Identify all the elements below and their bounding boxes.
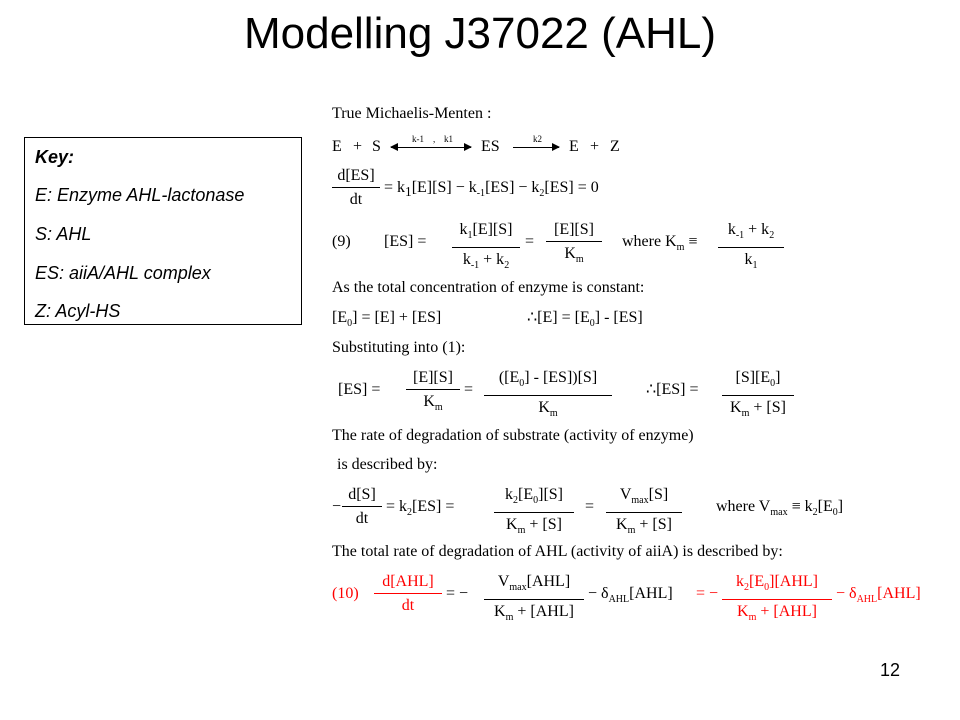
- eq10-decay-1: − $\delta_{AHL}[AHL]$: [588, 585, 673, 605]
- eq9-equals: =: [525, 233, 535, 250]
- eq9-fraction-1: [452, 220, 520, 276]
- eq-therefore-e: ∴[E] = $[E_0] - [ES]$: [527, 309, 643, 329]
- fraction-denominator: $K_m + [AHL]$: [494, 603, 574, 623]
- rate-fraction-ds-dt: [342, 485, 382, 529]
- eq10-label: (10): [332, 585, 359, 602]
- rate-fraction-2: [494, 485, 574, 541]
- rate-separator: ,: [433, 134, 436, 144]
- key-item-product: Z: Acyl-HS: [35, 301, 121, 321]
- rate-minus: −: [332, 498, 342, 515]
- es-fraction-3: [722, 368, 794, 424]
- es-fraction-1: [406, 368, 460, 418]
- eq10-decay-2: − $\delta_{AHL}[AHL]$: [836, 585, 921, 605]
- fraction-numerator: $k_2[E_0][S]$: [494, 485, 574, 513]
- es-therefore: ∴[ES] =: [646, 381, 699, 398]
- fraction-numerator: $V_{max}[S]$: [606, 485, 682, 513]
- eq10-fraction-vmax: [484, 572, 584, 628]
- rate-k1: k1: [444, 134, 453, 144]
- constant-text: As the total concentration of enzyme is constant:: [332, 279, 645, 296]
- eq10-equals-minus: = −: [446, 585, 469, 602]
- total-text: The total rate of degradation of AHL (activity of aiiA) is described by:: [332, 543, 783, 560]
- eq10-equals-2: = −: [696, 585, 719, 602]
- fraction-numerator: $([E_0] - [ES])[S]$: [484, 368, 612, 396]
- rate-text-1: The rate of degradation of substrate (activity of enzyme): [332, 427, 694, 444]
- fraction-denominator: $k_{-1} + k_2$: [462, 251, 510, 271]
- key-heading: Key:: [35, 147, 75, 167]
- es-lhs: [ES] =: [338, 381, 381, 398]
- eq10-fraction-k2: [722, 572, 832, 628]
- reaction-product: Z: [610, 138, 620, 155]
- fraction-denominator: $k_1$: [744, 251, 758, 271]
- fraction-numerator: $k_2[E_0][AHL]$: [722, 572, 832, 600]
- des-dt-fraction: [332, 166, 380, 210]
- es-equals: =: [464, 381, 474, 398]
- fraction-denominator: dt: [401, 597, 415, 614]
- mm-heading: True Michaelis-Menten :: [332, 105, 492, 122]
- key-box: [24, 137, 302, 325]
- fraction-denominator: dt: [355, 510, 369, 527]
- page-number: 12: [880, 660, 901, 680]
- fraction-denominator: $K_m$: [564, 245, 584, 265]
- eq9-lhs: [ES] =: [384, 233, 427, 250]
- fraction-denominator: dt: [349, 191, 363, 208]
- reversible-arrow: [391, 147, 471, 148]
- eq9-fraction-2: [546, 220, 602, 270]
- rate-text-2: is described by:: [337, 456, 438, 473]
- key-item-enzyme: E: Enzyme AHL-lactonase: [35, 185, 245, 205]
- rate-equals: =: [585, 498, 595, 515]
- reaction-complex: ES: [481, 138, 500, 155]
- slide-title: Modelling J37022 (AHL): [243, 9, 717, 58]
- fraction-denominator: $K_m + [S]$: [730, 399, 786, 419]
- fraction-numerator: $k_{-1} + k_2$: [718, 220, 784, 248]
- key-item-substrate: S: AHL: [35, 224, 92, 244]
- eq9-fraction-km: [718, 220, 784, 276]
- fraction-numerator: d[AHL]: [374, 572, 442, 594]
- des-dt-rhs: = $k_1[E][S] - k_{-1}[ES] - k_2[ES] = 0$: [384, 179, 599, 200]
- es-fraction-2: [484, 368, 612, 424]
- reaction-plus-2: +: [590, 138, 600, 155]
- fraction-denominator: $K_m + [S]$: [616, 516, 672, 536]
- fraction-numerator: $k_1[E][S]$: [452, 220, 520, 248]
- fraction-numerator: $V_{max}[AHL]$: [484, 572, 584, 600]
- reaction-substrate: S: [372, 138, 381, 155]
- fraction-numerator: [E][S]: [406, 368, 460, 390]
- reaction-enzyme-product: E: [569, 138, 579, 155]
- eq9-label: (9): [332, 233, 351, 250]
- eq-conservation: $[E_0] = [E] + [ES]$: [332, 309, 442, 329]
- rate-k2: k2: [533, 134, 542, 144]
- rate-fraction-3: [606, 485, 682, 541]
- key-item-complex: ES: aiiA/AHL complex: [35, 263, 211, 283]
- fraction-denominator: $K_m$: [423, 393, 443, 413]
- fraction-denominator: $K_m + [AHL]$: [737, 603, 817, 623]
- rate-where-vmax: where $V_{max} \equiv k_2[E_0]$: [716, 498, 844, 518]
- forward-arrow: [513, 147, 559, 148]
- fraction-numerator: [E][S]: [546, 220, 602, 242]
- fraction-numerator: d[ES]: [332, 166, 380, 188]
- fraction-denominator: $K_m$: [538, 399, 558, 419]
- rate-middle: = $k_2[ES]$ =: [386, 498, 455, 518]
- substitute-text: Substituting into (1):: [332, 339, 466, 356]
- eq9-where: where $K_m$ ≡: [622, 233, 698, 253]
- reaction-enzyme: E: [332, 138, 342, 155]
- fraction-numerator: $[S][E_0]$: [722, 368, 794, 396]
- fraction-denominator: $K_m + [S]$: [506, 516, 562, 536]
- fraction-numerator: d[S]: [342, 485, 382, 507]
- rate-k-minus-1: k-1: [412, 134, 424, 144]
- eq10-fraction-dahl-dt: [374, 572, 442, 616]
- reaction-plus: +: [353, 138, 363, 155]
